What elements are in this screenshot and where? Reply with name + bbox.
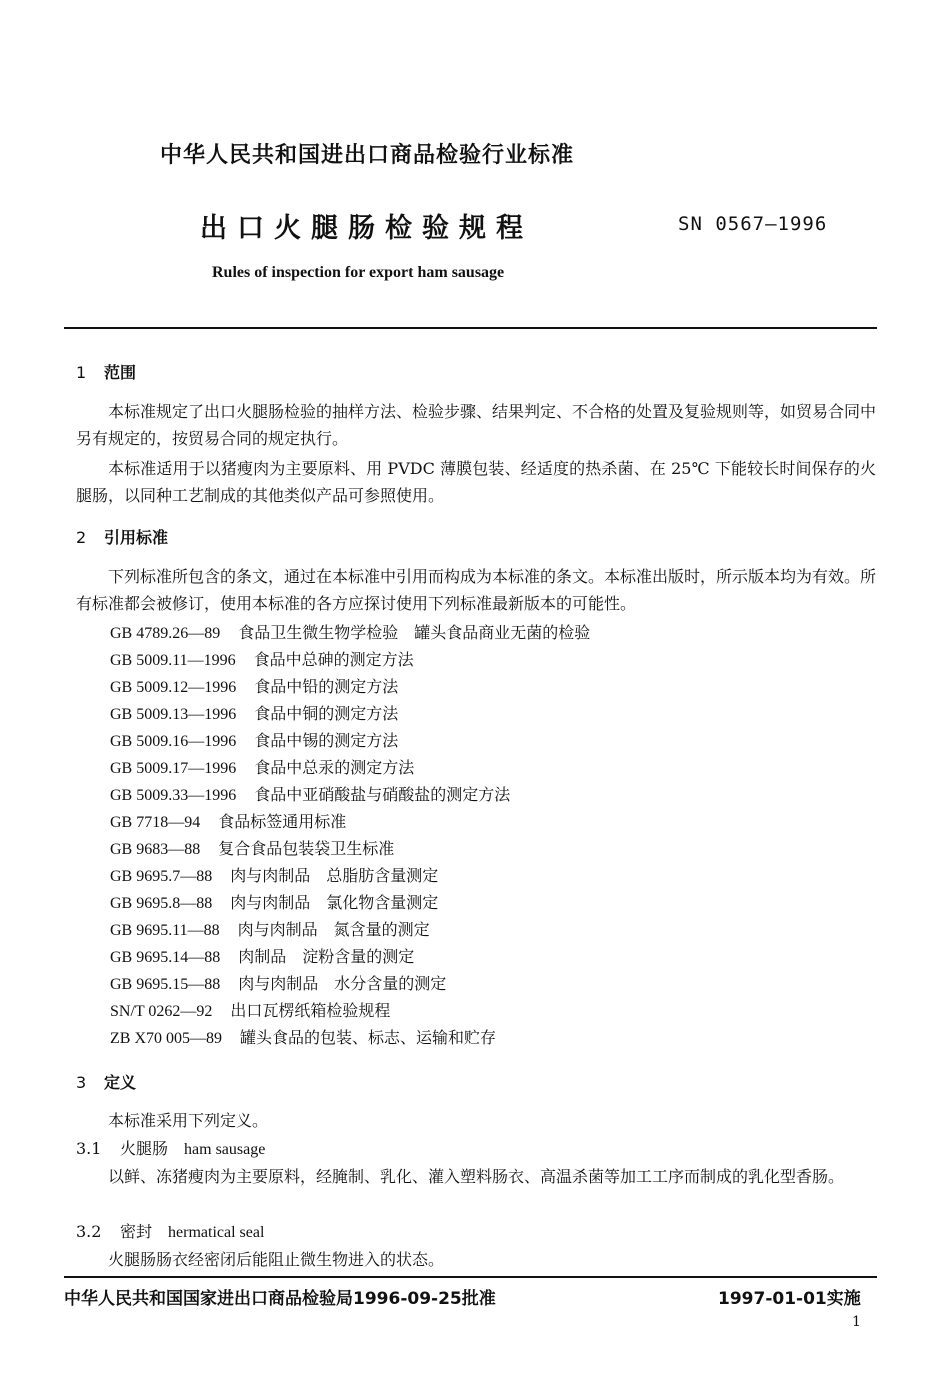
reference-item <box>110 1025 496 1048</box>
standard-number: SN 0567—1996 <box>678 213 828 235</box>
reference-item <box>110 944 414 967</box>
reference-code: SN/T 0262—92 <box>110 1003 213 1020</box>
reference-item <box>110 647 414 670</box>
reference-title: 食品中亚硝酸盐与硝酸盐的测定方法 <box>254 785 511 804</box>
definition-term: 火腿肠 <box>120 1139 169 1158</box>
page-number: 1 <box>852 1314 861 1330</box>
reference-item <box>110 863 438 886</box>
definition-text: 以鲜、冻猪瘦肉为主要原料，经腌制、乳化、灌入塑料肠衣、高温杀菌等加工工序而制成的乳化型香肠。 <box>108 1167 845 1186</box>
reference-title: 食品中总砷的测定方法 <box>253 650 414 669</box>
reference-code: GB 9695.14—88 <box>110 949 221 966</box>
reference-code: GB 7718—94 <box>110 814 201 831</box>
document-title: 出口火腿肠检验规程 <box>200 213 533 244</box>
reference-item <box>110 755 414 778</box>
definition-english-term: hermatical seal <box>168 1224 265 1241</box>
section-3-heading <box>76 1070 136 1093</box>
reference-item <box>110 728 398 751</box>
reference-title: 罐头食品的包装、标志、运输和贮存 <box>240 1028 497 1047</box>
reference-title: 食品卫生微生物学检验 罐头食品商业无菌的检验 <box>238 623 591 642</box>
approval-statement: 中华人民共和国国家进出口商品检验局1996-09-25批准 <box>64 1289 496 1309</box>
english-title: Rules of inspection for export ham sausage <box>212 264 505 281</box>
section-1-heading <box>76 360 136 383</box>
reference-code: GB 5009.33—1996 <box>110 787 237 804</box>
reference-item <box>110 971 446 994</box>
reference-title: 食品中锡的测定方法 <box>254 731 399 750</box>
effective-date: 1997-01-01实施 <box>718 1289 861 1309</box>
definition-heading <box>76 1136 265 1159</box>
reference-item <box>110 890 438 913</box>
definition-number: 3.2 <box>76 1222 102 1241</box>
reference-title: 食品中铅的测定方法 <box>254 677 399 696</box>
section-number: 1 <box>76 363 87 382</box>
reference-item <box>110 836 394 859</box>
footer-divider <box>64 1276 877 1278</box>
reference-code: GB 5009.17—1996 <box>110 760 237 777</box>
reference-code: GB 9695.8—88 <box>110 895 213 912</box>
reference-title: 复合食品包装袋卫生标准 <box>218 839 395 858</box>
section-title: 引用标准 <box>104 528 169 547</box>
section-number: 2 <box>76 528 87 547</box>
reference-title: 肉与肉制品 氯化物含量测定 <box>230 893 439 912</box>
reference-item <box>110 701 398 724</box>
section-1-paragraph-1: 本标准规定了出口火腿肠检验的抽样方法、检验步骤、结果判定、不合格的处置及复验规则等，如贸易合同中另有规定的，按贸易合同的规定执行。 <box>76 402 877 448</box>
header-divider <box>64 327 877 329</box>
reference-item <box>110 998 390 1021</box>
section-3-intro: 本标准采用下列定义。 <box>108 1111 269 1130</box>
reference-code: GB 9695.15—88 <box>110 976 221 993</box>
reference-item <box>110 917 430 940</box>
reference-title: 食品中总汞的测定方法 <box>254 758 415 777</box>
reference-title: 肉与肉制品 氮含量的测定 <box>237 920 430 939</box>
reference-code: GB 9695.11—88 <box>110 922 220 939</box>
section-1-paragraph-2: 本标准适用于以猪瘦肉为主要原料、用 PVDC 薄膜包装、经适度的热杀菌、在 25℃ 下能较长时间保存的火腿肠，以同种工艺制成的其他类似产品可参照使用。 <box>76 459 876 505</box>
reference-title: 出口瓦楞纸箱检验规程 <box>230 1001 391 1020</box>
section-title: 定义 <box>104 1073 137 1092</box>
reference-code: GB 5009.12—1996 <box>110 679 237 696</box>
reference-title: 食品中铜的测定方法 <box>254 704 399 723</box>
reference-title: 肉与肉制品 水分含量的测定 <box>238 974 447 993</box>
definition-text: 火腿肠肠衣经密闭后能阻止微生物进入的状态。 <box>108 1250 445 1269</box>
reference-title: 肉与肉制品 总脂肪含量测定 <box>230 866 439 885</box>
reference-item <box>110 782 510 805</box>
reference-title: 食品标签通用标准 <box>218 812 347 831</box>
section-number: 3 <box>76 1073 87 1092</box>
issuing-organization: 中华人民共和国进出口商品检验行业标准 <box>160 143 575 168</box>
reference-title: 肉制品 淀粉含量的测定 <box>238 947 415 966</box>
reference-item <box>110 674 398 697</box>
definition-term: 密封 <box>120 1222 153 1241</box>
reference-code: GB 5009.11—1996 <box>110 652 236 669</box>
reference-code: GB 5009.13—1996 <box>110 706 237 723</box>
section-title: 范围 <box>104 363 137 382</box>
definition-number: 3.1 <box>76 1139 102 1158</box>
reference-item <box>110 809 346 832</box>
reference-code: GB 9695.7—88 <box>110 868 213 885</box>
reference-code: GB 9683—88 <box>110 841 201 858</box>
definition-english-term: ham sausage <box>184 1141 266 1158</box>
section-2-heading <box>76 525 168 548</box>
reference-code: GB 5009.16—1996 <box>110 733 237 750</box>
reference-item <box>110 620 590 643</box>
definition-heading <box>76 1219 264 1242</box>
section-2-paragraph-1: 下列标准所包含的条文，通过在本标准中引用而构成为本标准的条文。本标准出版时，所示版本均为有效。所有标准都会被修订，使用本标准的各方应探讨使用下列标准最新版本的可能性。 <box>76 567 877 613</box>
reference-code: ZB X70 005—89 <box>110 1030 222 1047</box>
reference-code: GB 4789.26—89 <box>110 625 221 642</box>
